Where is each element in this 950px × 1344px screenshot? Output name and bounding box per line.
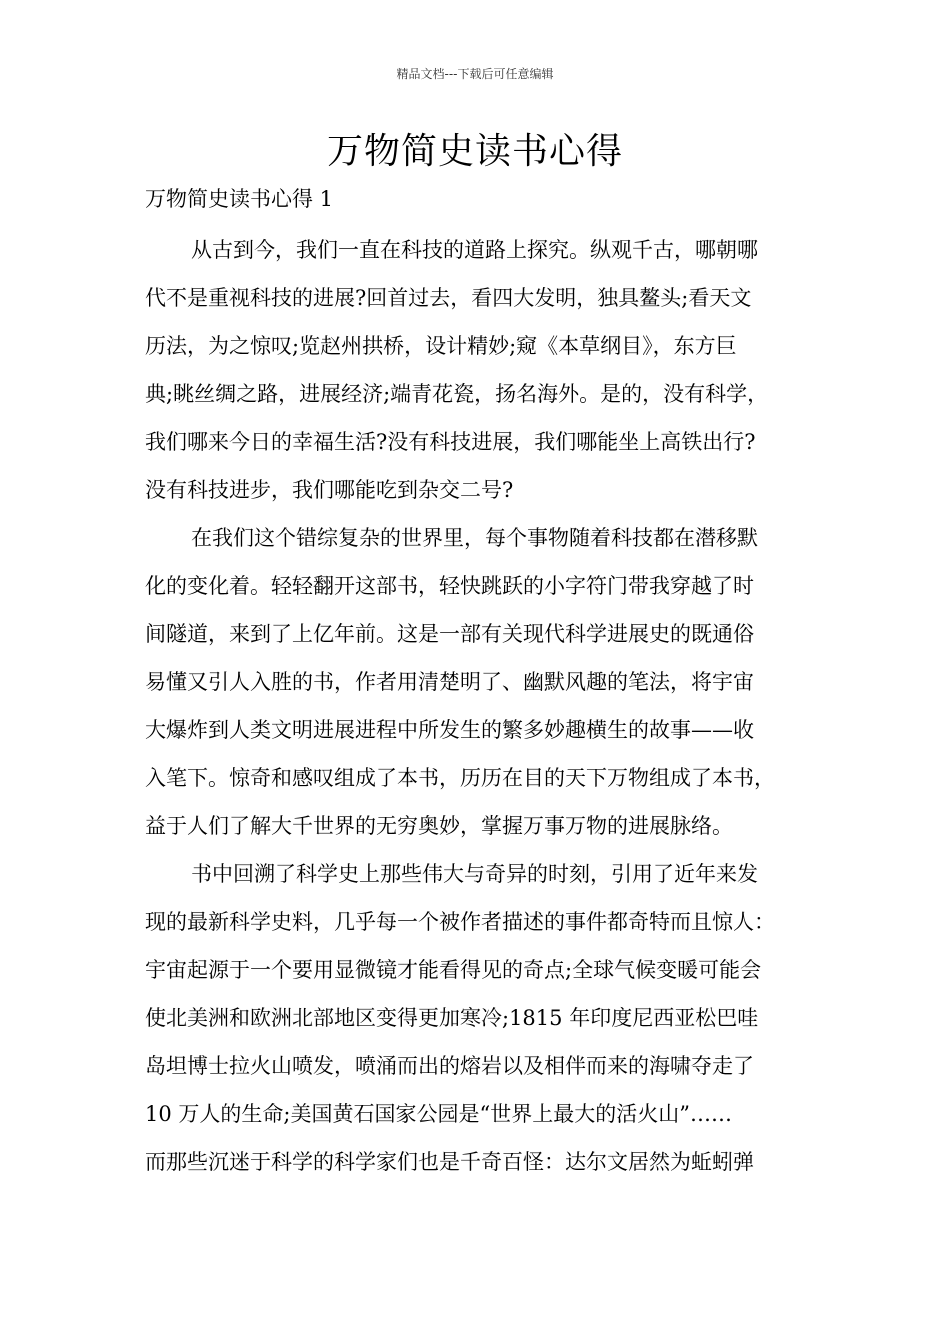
- paragraph-2-line-4: 易懂又引人入胜的书，作者用清楚明了、幽默风趣的笔法，将宇宙: [145, 670, 754, 694]
- paragraph-3-line-7: 而那些沉迷于科学的科学家们也是千奇百怪：达尔文居然为蚯蚓弹: [145, 1150, 754, 1174]
- paragraph-1-line-3: 历法，为之惊叹;览赵州拱桥，设计精妙;窥《本草纲目》，东方巨: [145, 334, 737, 358]
- paragraph-2-line-7: 益于人们了解大千世界的无穷奥妙，掌握万事万物的进展脉络。: [145, 814, 733, 838]
- paragraph-3-line-6: 10 万人的生命;美国黄石国家公园是“世界上最大的活火山”……: [145, 1102, 732, 1126]
- paragraph-1-line-5: 我们哪来今日的幸福生活?没有科技进展，我们哪能坐上高铁出行?: [145, 430, 756, 454]
- paragraph-3-line-5: 岛坦博士拉火山喷发，喷涌而出的熔岩以及相伴而来的海啸夺走了: [145, 1054, 754, 1078]
- paragraph-3-line-3: 宇宙起源于一个要用显微镜才能看得见的奇点;全球气候变暖可能会: [145, 958, 762, 982]
- paragraph-1-line-1: 从古到今，我们一直在科技的道路上探究。纵观千古，哪朝哪: [191, 238, 758, 262]
- paragraph-3-line-2: 现的最新科学史料，几乎每一个被作者描述的事件都奇特而且惊人：: [145, 910, 775, 934]
- document-title: 万物简史读书心得: [326, 131, 623, 172]
- paragraph-1-line-4: 典;眺丝绸之路，进展经济;端青花瓷，扬名海外。是的，没有科学，: [145, 382, 769, 406]
- body-text: [145, 235, 825, 1195]
- paragraph-1-line-6: 没有科技进步，我们哪能吃到杂交二号?: [145, 478, 514, 502]
- paragraph-2-line-1: 在我们这个错综复杂的世界里，每个事物随着科技都在潜移默: [191, 526, 758, 550]
- paragraph-3-line-4: 使北美洲和欧洲北部地区变得更加寒冷;1815 年印度尼西亚松巴哇: [145, 1006, 759, 1030]
- paragraph-1-line-2: 代不是重视科技的进展?回首过去，看四大发明，独具鳌头;看天文: [145, 286, 752, 310]
- paragraph-2-line-6: 入笔下。惊奇和感叹组成了本书，历历在目的天下万物组成了本书，: [145, 766, 775, 790]
- paragraph-3-line-1: 书中回溯了科学史上那些伟大与奇异的时刻，引用了近年来发: [191, 862, 758, 886]
- paragraph-2-line-5: 大爆炸到人类文明进展进程中所发生的繁多妙趣横生的故事——收: [145, 718, 754, 742]
- page-header: 精品文档---下载后可任意编辑: [396, 67, 554, 81]
- paragraph-2-line-2: 化的变化着。轻轻翻开这部书，轻快跳跃的小字符门带我穿越了时: [145, 574, 754, 598]
- section-heading: 万物简史读书心得 1: [145, 187, 334, 211]
- paragraph-2-line-3: 间隧道，来到了上亿年前。这是一部有关现代科学进展史的既通俗: [145, 622, 754, 646]
